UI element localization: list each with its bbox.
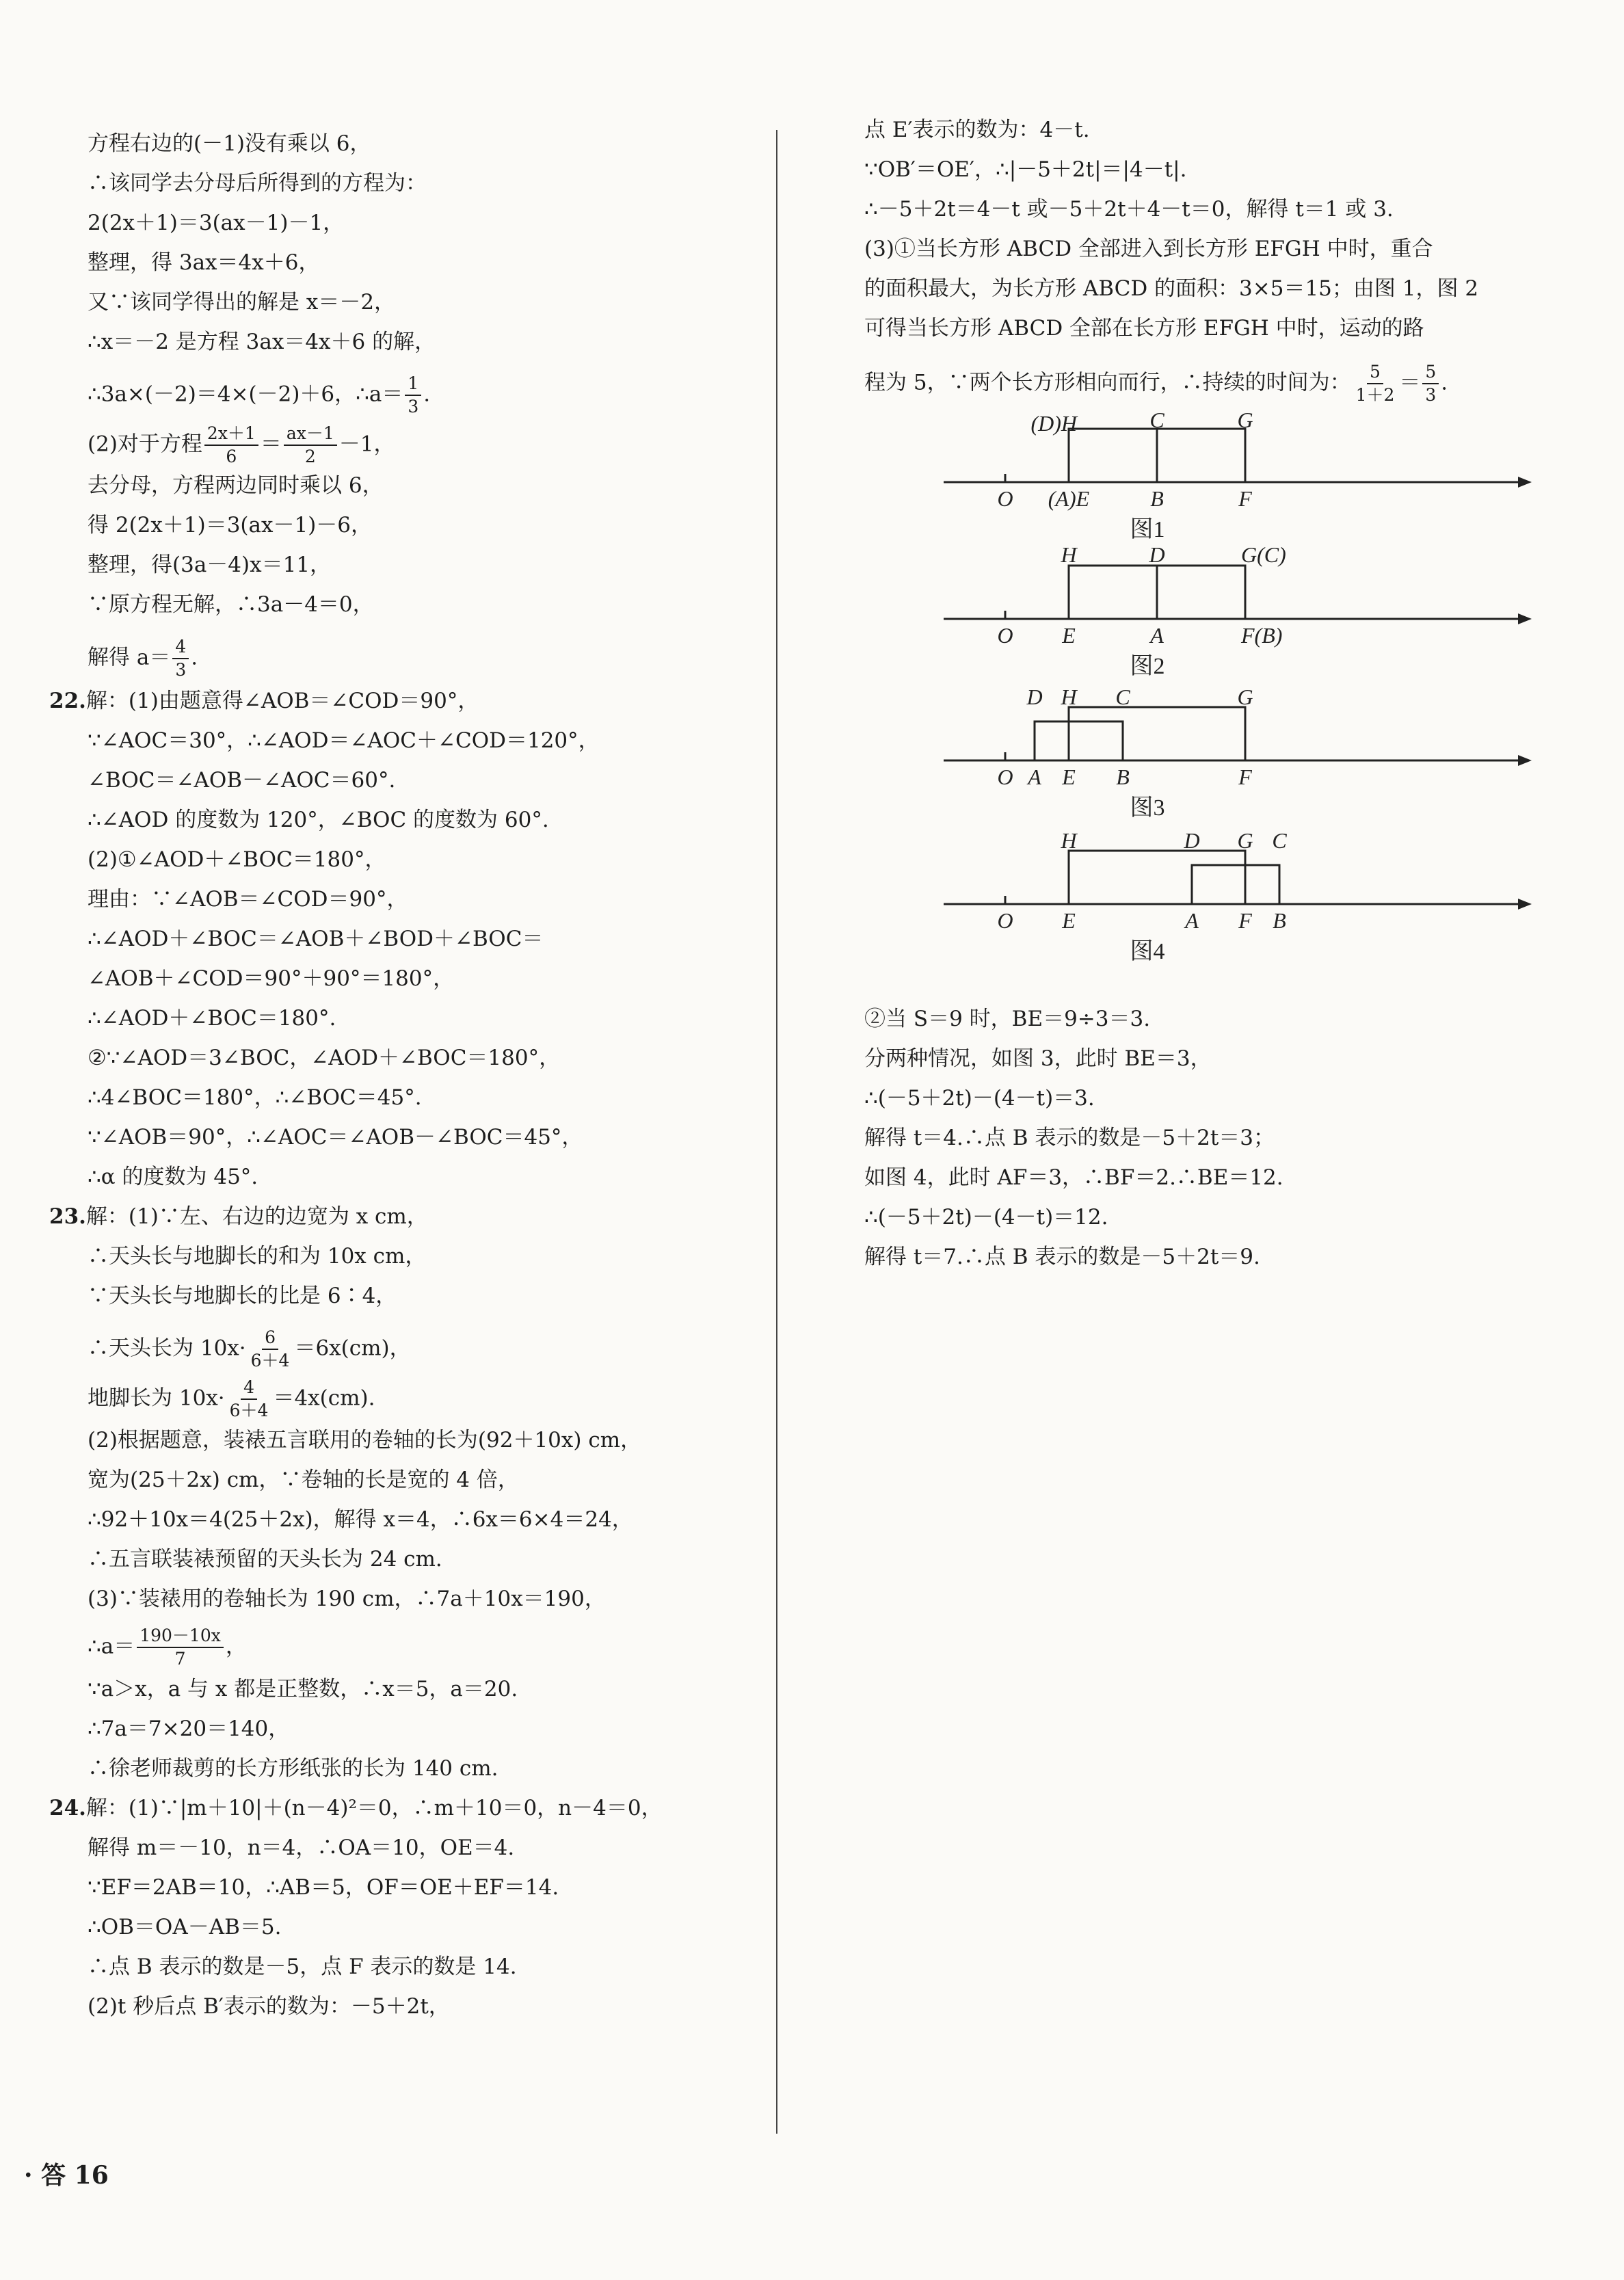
fig2-label-H: H xyxy=(1061,542,1077,567)
fig4-label-A: A xyxy=(1185,908,1199,933)
fig4-label-B: B xyxy=(1273,908,1286,933)
text-line xyxy=(88,886,408,913)
text-line xyxy=(88,1005,336,1032)
fig2-label-GC: G(C) xyxy=(1241,542,1286,567)
fig3-label-B: B xyxy=(1116,765,1130,789)
footer-label: 答 xyxy=(41,2161,66,2190)
text-line xyxy=(88,551,331,579)
line-text: ∵EF＝2AB＝10，∴AB＝5，OF＝OE＋EF＝14. xyxy=(88,1875,559,1900)
fig3-label-O: O xyxy=(997,765,1013,789)
text-line xyxy=(88,328,436,356)
text-line xyxy=(88,1044,560,1072)
line-text: (2)①∠AOD＋∠BOC＝180°， xyxy=(88,847,386,872)
fraction xyxy=(284,423,337,468)
text-line xyxy=(88,1084,422,1111)
fig2-label-A: A xyxy=(1150,623,1164,648)
text-line xyxy=(88,1327,411,1370)
fig1-label-G: G xyxy=(1237,408,1253,432)
text-line xyxy=(88,767,395,794)
text-line xyxy=(864,1204,1108,1231)
text-line xyxy=(88,373,431,416)
fraction-numerator: ax－1 xyxy=(284,423,337,446)
fraction xyxy=(204,423,258,468)
text-line xyxy=(864,1243,1260,1271)
line-text: ∴α 的度数为 45°. xyxy=(88,1165,258,1189)
text-line xyxy=(88,636,198,680)
line-text: 程为 5，∵两个长方形相向而行，∴持续的时间为： xyxy=(864,370,1351,395)
line-text: 解得 t＝7.∴点 B 表示的数是－5＋2t＝9. xyxy=(864,1245,1260,1269)
line-text: ∠BOC＝∠AOB－∠AOC＝60°. xyxy=(88,768,396,793)
line-text: ∵∠AOB＝90°，∴∠AOC＝∠AOB－∠BOC＝45°， xyxy=(88,1125,583,1150)
text-line xyxy=(88,1282,397,1310)
fig1-caption: 图1 xyxy=(1130,517,1165,542)
line-text: ∴点 B 表示的数是－5，点 F 表示的数是 14. xyxy=(88,1954,517,1979)
text-line xyxy=(88,423,395,466)
fig3-label-A: A xyxy=(1028,765,1041,789)
line-text: ∵a＞x，a 与 x 都是正整数，∴x＝5，a＝20. xyxy=(88,1677,518,1701)
text-line xyxy=(88,1243,426,1270)
fraction-denominator: 6＋4 xyxy=(250,1351,290,1370)
fig4-label-D: D xyxy=(1184,828,1200,853)
question-heading-line xyxy=(49,1203,428,1230)
line-text: ∴OB＝OA－AB＝5. xyxy=(88,1915,282,1939)
text-line xyxy=(88,249,319,276)
text-line xyxy=(864,315,1424,342)
line-text: 得 2(2x＋1)＝3(ax－1)－6， xyxy=(88,513,373,538)
line-text-after: ＝ xyxy=(1399,370,1421,395)
fraction-numerator: 4 xyxy=(172,636,189,659)
text-line xyxy=(88,1913,281,1941)
line-text-after: ＝4x(cm). xyxy=(273,1386,375,1411)
fig1-label-O: O xyxy=(997,486,1013,511)
text-line xyxy=(864,235,1433,263)
fraction-numerator: 190－10x xyxy=(137,1625,224,1648)
line-text: ∵OB′＝OE′，∴|－5＋2t|＝|4－t|. xyxy=(864,157,1187,182)
line-text: 地脚长为 10x· xyxy=(88,1386,225,1411)
line-text-after: ， xyxy=(225,1634,247,1659)
line-text: ∵∠AOC＝30°，∴∠AOD＝∠AOC＋∠COD＝120°， xyxy=(88,728,600,753)
fig4-label-O: O xyxy=(997,908,1013,933)
line-text: ∴∠AOD 的度数为 120°，∠BOC 的度数为 60°. xyxy=(88,808,549,832)
line-text: ∴五言联装裱预留的天头长为 24 cm. xyxy=(88,1547,442,1572)
line-text: ②∵∠AOD＝3∠BOC，∠AOD＋∠BOC＝180°， xyxy=(88,1046,561,1070)
text-line xyxy=(864,1045,1212,1072)
line-text: ∠AOB＋∠COD＝90°＋90°＝180°， xyxy=(88,966,455,991)
fraction-denominator: 6＋4 xyxy=(229,1401,269,1420)
line-text: ∴7a＝7×20＝140， xyxy=(88,1716,290,1741)
line-text-after: . xyxy=(191,645,198,670)
line-text: ∴92＋10x＝4(25＋2x)，解得 x＝4，∴6x＝6×4＝24， xyxy=(88,1507,633,1532)
figure-2 xyxy=(930,542,1545,691)
fraction xyxy=(248,1327,293,1372)
fig2-label-O: O xyxy=(997,623,1013,648)
line-text: ②当 S＝9 时，BE＝9÷3＝3. xyxy=(864,1007,1151,1031)
page-footer xyxy=(24,2156,109,2191)
text-line xyxy=(88,1377,375,1420)
fraction-numerator: 6 xyxy=(262,1327,278,1350)
column-divider xyxy=(776,130,777,2134)
fig3-label-C: C xyxy=(1115,685,1130,709)
fraction-denominator: 7 xyxy=(174,1649,186,1669)
fraction-numerator: 5 xyxy=(1367,361,1383,384)
line-text: 解：(1)由题意得∠AOB＝∠COD＝90°， xyxy=(85,689,479,713)
text-line xyxy=(864,361,1448,405)
text-line xyxy=(864,275,1478,302)
fraction-numerator: 5 xyxy=(1422,361,1439,384)
fig3-label-G: G xyxy=(1237,685,1253,709)
question-number: 24. xyxy=(49,1796,86,1820)
fig1-label-C: C xyxy=(1149,408,1164,432)
text-line xyxy=(88,806,549,834)
line-text-after: ＝6x(cm)， xyxy=(294,1336,411,1361)
line-text: 又∵该同学得出的解是 x＝－2， xyxy=(88,290,396,315)
fig1-label-F: F xyxy=(1238,486,1252,511)
line-text: 理由：∵∠AOB＝∠COD＝90°， xyxy=(88,887,408,912)
text-line xyxy=(88,289,395,316)
line-text: ∴x＝－2 是方程 3ax＝4x＋6 的解， xyxy=(88,330,436,354)
text-line xyxy=(864,1164,1283,1191)
fraction-denominator: 1＋2 xyxy=(1355,385,1395,405)
line-text: 方程右边的(－1)没有乘以 6， xyxy=(88,131,371,156)
text-line xyxy=(88,1163,258,1191)
line-text: 去分母，方程两边同时乘以 6， xyxy=(88,473,384,498)
text-line xyxy=(88,512,372,539)
question-number: 23. xyxy=(49,1204,86,1229)
line-text: 如图 4，此时 AF＝3，∴BF＝2.∴BE＝12. xyxy=(864,1165,1283,1190)
question-number: 22. xyxy=(49,689,86,713)
fraction-denominator: 3 xyxy=(1425,385,1437,405)
line-text-after: . xyxy=(1441,370,1448,395)
text-line xyxy=(88,1625,247,1669)
line-text: 解得 t＝4.∴点 B 表示的数是－5＋2t＝3； xyxy=(864,1126,1275,1150)
line-text: 宽为(25＋2x) cm，∵卷轴的长是宽的 4 倍， xyxy=(88,1468,519,1492)
question-heading-line xyxy=(49,687,479,715)
text-line xyxy=(88,1506,633,1533)
line-text: ∴(－5＋2t)－(4－t)＝12. xyxy=(864,1205,1108,1230)
text-line xyxy=(88,209,344,237)
line-text: 点 E′表示的数为：4－t. xyxy=(864,118,1090,142)
figure-3 xyxy=(930,685,1545,834)
fig1-label-DH: (D)H xyxy=(1030,411,1077,436)
line-text-after: －1， xyxy=(338,432,395,457)
fraction-numerator: 2x＋1 xyxy=(204,423,258,446)
line-text: 解得 m＝－10，n＝4，∴OA＝10，OE＝4. xyxy=(88,1835,515,1860)
question-heading-line xyxy=(49,1794,663,1822)
line-text: ∴∠AOD＋∠BOC＝180°. xyxy=(88,1006,336,1031)
line-text: ∴(－5＋2t)－(4－t)＝3. xyxy=(864,1086,1095,1111)
text-line xyxy=(864,116,1090,144)
line-text: (2)t 秒后点 B′表示的数为：－5＋2t， xyxy=(88,1994,450,2019)
fig2-label-E: E xyxy=(1062,623,1076,648)
line-text: 2(2x＋1)＝3(ax－1)－1， xyxy=(88,211,345,235)
text-line xyxy=(864,1124,1275,1152)
line-text-after: ＝ xyxy=(260,432,282,457)
line-text: (3)①当长方形 ABCD 全部进入到长方形 EFGH 中时，重合 xyxy=(864,237,1433,261)
fraction xyxy=(1422,361,1439,406)
text-line xyxy=(88,1755,498,1782)
text-line xyxy=(88,1546,442,1573)
fig4-label-G: G xyxy=(1237,828,1253,853)
fraction-denominator: 3 xyxy=(408,397,419,416)
line-text: ∴天头长为 10x· xyxy=(88,1336,246,1361)
fraction-numerator: 4 xyxy=(241,1377,257,1400)
text-line xyxy=(88,727,600,754)
text-line xyxy=(88,1834,514,1861)
text-line xyxy=(88,1427,641,1454)
text-line xyxy=(88,1993,450,2020)
footer-bullet: · xyxy=(24,2161,33,2190)
fraction xyxy=(227,1377,271,1422)
text-line xyxy=(88,1585,606,1613)
fig4-label-E: E xyxy=(1062,908,1076,933)
page-number: 16 xyxy=(74,2161,109,2190)
fig3-label-F: F xyxy=(1238,765,1252,789)
fig1-label-AE: (A)E xyxy=(1048,486,1090,511)
fig2-label-FB: F(B) xyxy=(1241,623,1283,648)
fig3-label-H: H xyxy=(1061,685,1077,709)
line-text: ∴∠AOD＋∠BOC＝∠AOB＋∠BOD＋∠BOC＝ xyxy=(88,927,544,951)
fig4-caption: 图4 xyxy=(1130,939,1165,964)
fig1-label-B: B xyxy=(1150,486,1164,511)
fraction-denominator: 3 xyxy=(175,660,187,680)
line-text: ∵天头长与地脚长的比是 6∶4， xyxy=(88,1284,397,1308)
line-text-after: . xyxy=(423,382,431,407)
line-text: 整理，得 3ax＝4x＋6， xyxy=(88,250,320,275)
text-line xyxy=(88,1466,519,1494)
fraction-denominator: 2 xyxy=(304,447,316,466)
line-text: 解：(1)∵|m＋10|＋(n－4)²＝0，∴m＋10＝0，n－4＝0， xyxy=(85,1796,663,1820)
line-text: ∴徐老师裁剪的长方形纸张的长为 140 cm. xyxy=(88,1756,498,1781)
fig3-label-E: E xyxy=(1062,765,1076,789)
line-text: 的面积最大，为长方形 ABCD 的面积：3×5＝15；由图 1，图 2 xyxy=(864,276,1479,301)
text-line xyxy=(864,1005,1150,1033)
text-line xyxy=(88,472,384,499)
text-line xyxy=(88,170,427,197)
text-line xyxy=(864,1085,1095,1112)
figure-1 xyxy=(930,408,1545,554)
line-text: ∴4∠BOC＝180°，∴∠BOC＝45°. xyxy=(88,1085,422,1110)
text-line xyxy=(88,1675,518,1703)
line-text: ∴－5＋2t＝4－t 或－5＋2t＋4－t＝0，解得 t＝1 或 3. xyxy=(864,197,1394,222)
text-line xyxy=(88,965,454,992)
fraction xyxy=(1353,361,1398,406)
fraction-numerator: 1 xyxy=(405,373,421,396)
line-text: ∴天头长与地脚长的和为 10x cm， xyxy=(88,1244,427,1269)
line-text: (2)根据题意，装裱五言联用的卷轴的长为(92＋10x) cm， xyxy=(88,1428,642,1453)
text-line xyxy=(864,156,1186,183)
text-line xyxy=(864,196,1394,223)
fraction xyxy=(405,373,421,418)
line-text: 分两种情况，如图 3，此时 BE＝3， xyxy=(864,1046,1212,1071)
fraction xyxy=(172,636,189,681)
line-text: 解：(1)∵左、右边的边宽为 x cm， xyxy=(85,1204,428,1229)
fraction xyxy=(137,1625,224,1670)
fig3-caption: 图3 xyxy=(1130,795,1165,821)
fraction-denominator: 6 xyxy=(226,447,237,466)
text-line xyxy=(88,846,386,873)
text-line xyxy=(88,1874,559,1901)
text-line xyxy=(88,1124,583,1151)
line-text: 整理，得(3a－4)x＝11， xyxy=(88,553,332,577)
line-text: (2)对于方程 xyxy=(88,432,202,457)
line-text: ∴a＝ xyxy=(88,1634,135,1659)
text-line xyxy=(88,1715,289,1742)
fig3-label-D: D xyxy=(1026,685,1043,709)
fig4-label-H: H xyxy=(1061,828,1077,853)
line-text: ∴该同学去分母后所得到的方程为： xyxy=(88,171,427,196)
line-text: (3)∵装裱用的卷轴长为 190 cm，∴7a＋10x＝190， xyxy=(88,1587,606,1611)
figure-4 xyxy=(930,828,1545,978)
fig4-label-F: F xyxy=(1238,908,1252,933)
text-line xyxy=(88,130,371,157)
fig4-label-C: C xyxy=(1272,828,1287,853)
text-line xyxy=(88,591,374,618)
line-text: ∴3a×(－2)＝4×(－2)＋6，∴a＝ xyxy=(88,382,403,407)
fig2-caption: 图2 xyxy=(1130,654,1165,679)
line-text: ∵原方程无解，∴3a－4＝0， xyxy=(88,592,374,617)
line-text: 可得当长方形 ABCD 全部在长方形 EFGH 中时，运动的路 xyxy=(864,316,1424,341)
fig2-label-D: D xyxy=(1149,542,1165,567)
line-text: 解得 a＝ xyxy=(88,645,171,670)
text-line xyxy=(88,925,543,953)
text-line xyxy=(88,1953,517,1980)
